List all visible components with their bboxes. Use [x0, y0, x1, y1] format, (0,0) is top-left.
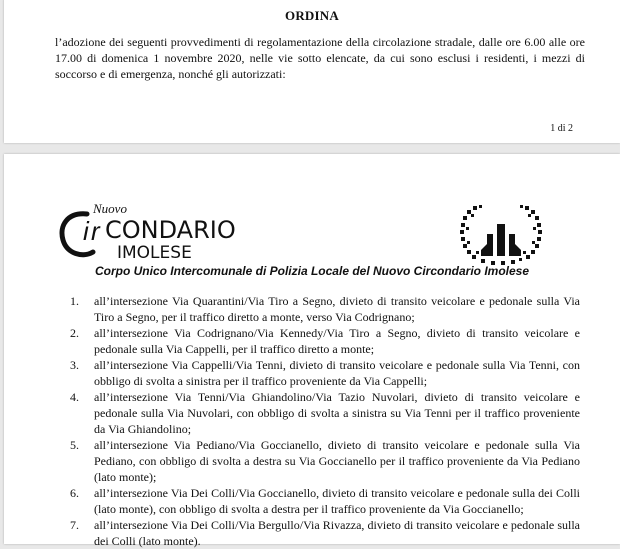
circondario-logo [57, 200, 236, 263]
page-number: 1 di 2 [550, 123, 573, 134]
list-item-text: all’intersezione Via Dei Colli/Via Bergullo/Via Rivazza, divieto di transito veicolare e pedonale sulla dei Colli (lato monte). [94, 518, 580, 548]
police-emblem-icon [457, 204, 545, 266]
logo-nuovo-text: Nuovo [93, 201, 127, 216]
list-item-text: all’intersezione Via Tenni/Via Ghiandolino/Via Tazio Nuvolari, divieto di transito veicolare e pedonale sulla Via Nuvolari, con obbligo di svolta a sinistra su Via Tenni per il traffico proveniente da Via Ghiandolino; [94, 390, 580, 436]
order-heading: ORDINA [285, 8, 339, 23]
list-item [60, 485, 580, 517]
list-item-number: 5. [70, 438, 79, 452]
logo-condario-text: CONDARIO [105, 216, 236, 244]
regulations-list [60, 293, 580, 549]
list-item-number: 7. [70, 518, 79, 532]
corps-title: Corpo Unico Intercomunale di Polizia Locale del Nuovo Circondario Imolese [94, 264, 530, 278]
logo-i-letter: i [83, 216, 89, 246]
list-item-text: all’intersezione Via Codrignano/Via Kennedy/Via Tiro a Segno, divieto di transito veicolare e pedonale sulla Via Cappelli, per il traffico diretto a monte; [94, 326, 580, 356]
list-item [60, 437, 580, 485]
list-item-number: 1. [70, 294, 79, 308]
list-item [60, 357, 580, 389]
list-item-text: all’intersezione Via Cappelli/Via Tenni, divieto di transito veicolare e pedonale sulla Via Tenni, con obbligo di svolta a sinistra per il traffico proveniente da Via Cappelli; [94, 358, 580, 388]
list-item-number: 6. [70, 486, 79, 500]
list-item [60, 517, 580, 549]
list-item-text: all’intersezione Via Dei Colli/Via Goccianello, divieto di transito veicolare e pedonale sulla dei Colli (lato monte), con obbligo di svolta a destra per il traffico proveniente da Via Goccianello; [94, 486, 580, 516]
list-item-number: 3. [70, 358, 79, 372]
list-item [60, 325, 580, 357]
logo-imolese-text: IMOLESE [117, 243, 192, 263]
document-page-2 [4, 154, 620, 548]
list-item-text: all’intersezione Via Quarantini/Via Tiro a Segno, divieto di transito veicolare e pedonale sulla Via Tiro a Segno, per il traffico diretto a monte, verso Via Codrignano; [94, 294, 580, 324]
intro-paragraph: l’adozione dei seguenti provvedimenti di regolamentazione della circolazione stradale, dalle ore 6.00 alle ore 17.00 di domenica 1 novembre 2020, nelle vie sotto elencate, da cui sono esclusi i residenti, i mezzi di soccorso e di emergenza, nonché gli autorizzati: [55, 35, 585, 81]
list-item-text: all’intersezione Via Pediano/Via Goccianello, divieto di transito veicolare e pedonale sulla Via Pediano, con obbligo di svolta a destra su Via Goccianello per il traffico proveniente da Via Pediano (lato monte); [94, 438, 580, 484]
document-page-1 [4, 0, 620, 143]
logo-r-letter: r [91, 216, 100, 246]
list-item-number: 4. [70, 390, 79, 404]
list-item [60, 293, 580, 325]
list-item [60, 389, 580, 437]
list-item-number: 2. [70, 326, 79, 340]
